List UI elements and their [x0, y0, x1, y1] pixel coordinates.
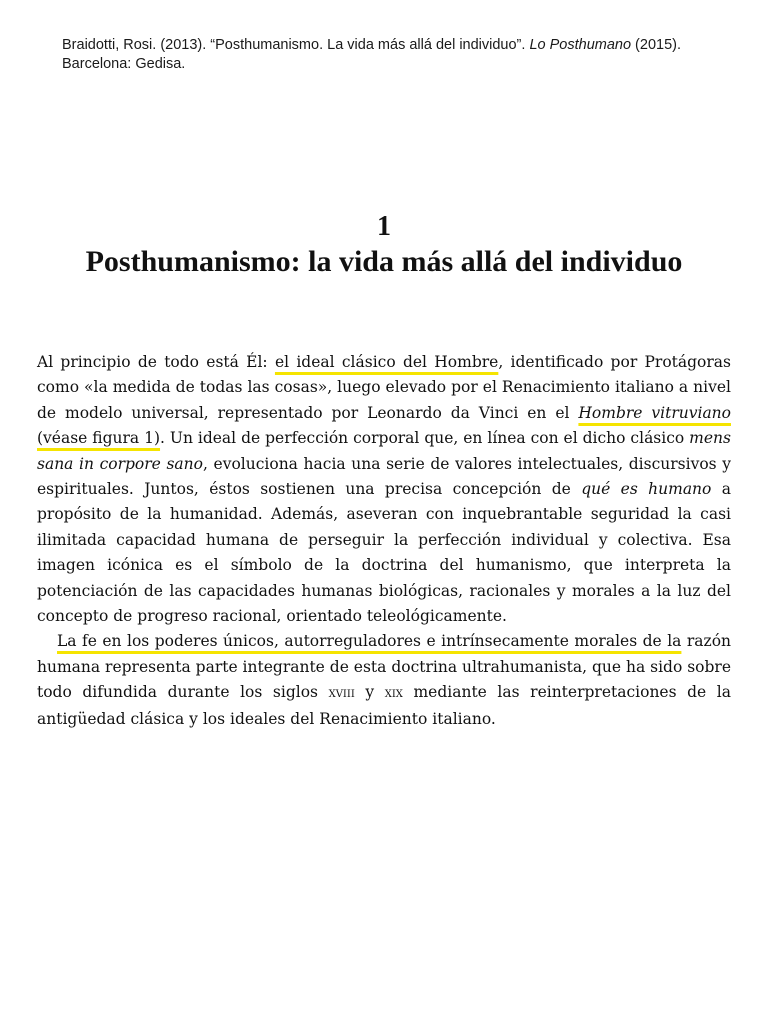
paragraph-2: [37, 629, 731, 732]
paragraph-1-text-2: , identificado por Protágoras como «la medida de todas las cosas», luego elevado por el Renacimiento italiano a nivel de modelo universal, representado por Leonardo da Vinci en el: [37, 353, 731, 422]
citation-note: [62, 36, 702, 74]
paragraph-1-text-5: a propósito de la humanidad. Además, aseveran con inquebrantable seguridad la casi ilimitada capacidad humana de perseguir la perfección individual y colectiva. Esa imagen icónica es el símbolo de la doctrina del humanismo, que interpreta la potenciación de las capacidades humanas biológicas, racionales y morales a la luz del concepto de progreso racional, orientado teleológicamente.: [37, 480, 732, 626]
highlighted-phrase-figure-ref: (véase figura 1): [37, 429, 161, 448]
paragraph-2-text-2: y: [354, 683, 385, 702]
highlighted-phrase-ideal-clasico: el ideal clásico del Hombre: [274, 353, 499, 371]
chapter-number: 1: [377, 211, 391, 242]
century-xviii: xviii: [328, 685, 355, 702]
paragraph-2-text-3: mediante las reinterpretaciones de la antigüedad clásica y los ideales del Renacimiento italiano.: [37, 683, 731, 728]
highlighted-phrase-la-fe: La fe en los poderes únicos, autorreguladores e intrínsecamente morales de la: [57, 632, 682, 651]
chapter-title: Posthumanismo: la vida más allá del individuo: [85, 245, 683, 278]
century-xix: xix: [384, 685, 403, 702]
italic-phrase-que-es-humano: qué es humano: [581, 480, 712, 499]
chapter-body: [37, 350, 731, 732]
citation-book-title: Lo Posthumano: [529, 37, 632, 53]
italic-phrase-mens-sana: mens sana in corpore sano: [37, 429, 731, 473]
citation-text: Braidotti, Rosi. (2013). “Posthumanismo. La vida más allá del individuo”.: [62, 37, 530, 53]
paragraph-2-text-1: razón humana representa parte integrante de esta doctrina ultrahumanista, que ha sido sobre todo difundida durante los siglos: [37, 632, 732, 702]
paragraph-1-text-4: , evoluciona hacia una serie de valores intelectuales, discursivos y espirituales. Juntos, éstos sostienen una precisa concepción de: [37, 454, 731, 499]
citation-publisher: (2015). Barcelona: Gedisa.: [62, 37, 682, 72]
paragraph-1-text-3: . Un ideal de perfección corporal que, en línea con el dicho clásico: [160, 429, 690, 448]
paragraph-1-text-1: Al principio de todo está Él:: [37, 353, 275, 371]
paragraph-1: [37, 350, 731, 629]
highlighted-phrase-hombre-vitruviano: Hombre vitruviano: [578, 403, 731, 422]
